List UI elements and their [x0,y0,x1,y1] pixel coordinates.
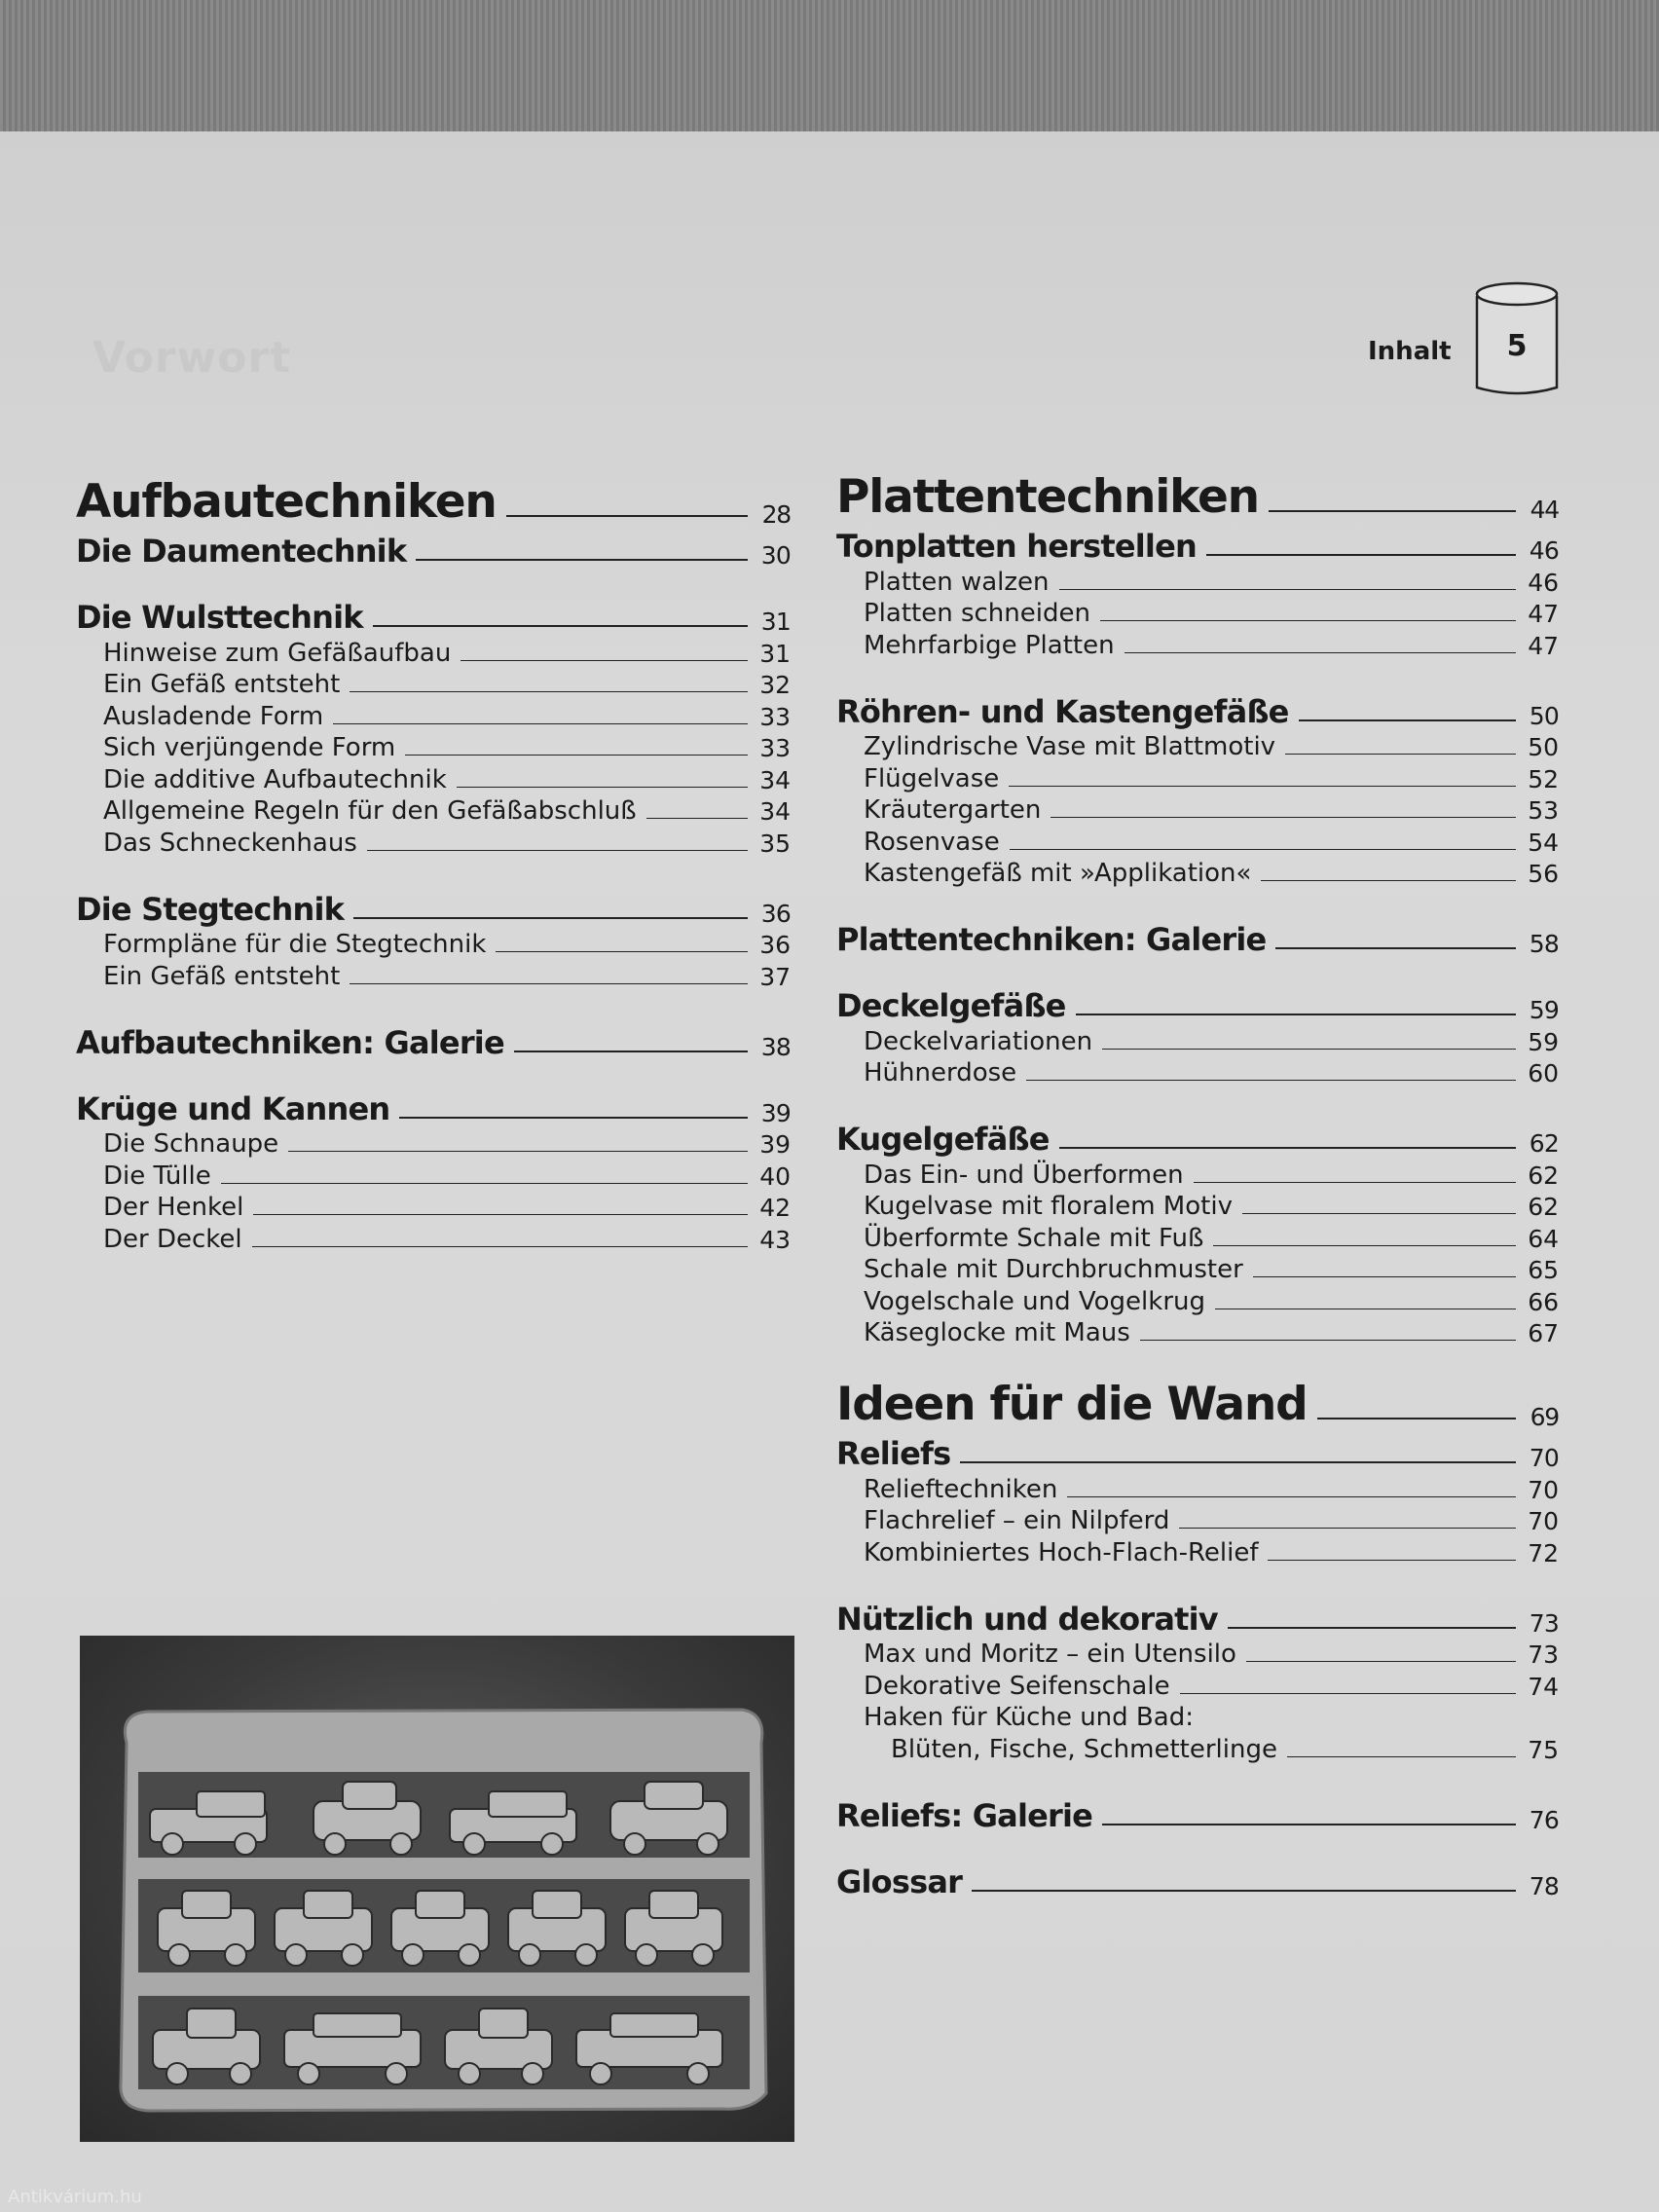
toc-page-number: 53 [1528,796,1559,825]
toc-subsection[interactable] [76,1222,791,1254]
toc-subsection[interactable] [76,826,791,858]
toc-entry-title: Ein Gefäß entsteht [103,961,341,991]
toc-chapter[interactable] [76,470,791,529]
toc-left-column [76,470,791,1254]
toc-section[interactable] [836,917,1559,958]
toc-subsection[interactable] [76,636,791,668]
toc-page-number: 34 [759,765,791,794]
toc-page-number: 35 [759,829,791,858]
toc-section[interactable] [836,1793,1559,1834]
toc-leader-line [367,850,748,851]
toc-entry-title: Mehrfarbige Platten [864,630,1115,660]
toc-leader-line [461,660,748,661]
toc-chapter[interactable] [836,465,1559,524]
toc-page-number: 59 [1529,996,1559,1024]
watermark: Antikvárium.hu [8,2187,142,2207]
toc-leader-line [1213,1245,1516,1246]
toc-spacer [76,858,791,887]
toc-spacer [76,1061,791,1087]
toc-page-number: 46 [1529,536,1559,565]
toc-spacer [836,1764,1559,1793]
toc-leader-line [1026,1080,1516,1081]
toc-leader-line [1010,849,1516,850]
toc-section[interactable] [76,887,791,928]
toc-subsection[interactable] [76,928,791,960]
toc-subsection[interactable] [836,1253,1559,1285]
toc-entry-title: Vogelschale und Vogelkrug [864,1286,1205,1316]
section-label: Inhalt [1368,337,1452,366]
toc-page-number: 73 [1529,1608,1559,1638]
toc-leader-line [1051,817,1516,818]
toc-entry-title: Flügelvase [864,763,1000,793]
toc-page-number: 75 [1528,1735,1559,1764]
toc-leader-line [1242,1213,1516,1214]
toc-leader-line [405,755,748,756]
toc-entry-title: Blüten, Fische, Schmetterlinge [891,1734,1277,1764]
toc-page-number: 58 [1529,930,1559,958]
toc-page-number: 31 [759,639,791,668]
toc-entry-title: Rosenvase [864,827,1000,857]
toc-leader-line [646,818,748,819]
toc-subsection[interactable] [76,1191,791,1223]
toc-leader-line [253,1214,748,1215]
toc-page-number: 70 [1528,1507,1559,1535]
toc-page-number: 39 [759,1130,791,1159]
toc-entry-title: Aufbautechniken: Galerie [76,1023,504,1061]
toc-page-number: 74 [1528,1672,1559,1701]
toc-page-number: 28 [761,500,791,529]
toc-entry-title: Plattentechniken: Galerie [836,921,1267,958]
toc-page-number: 33 [759,734,791,762]
toc-leader-line [221,1183,748,1184]
toc-leader-line [506,515,748,517]
toc-entry-title: Zylindrische Vase mit Blattmotiv [864,732,1276,761]
toc-page-number: 62 [1528,1161,1559,1190]
toc-entry-title: Formpläne für die Stegtechnik [103,930,487,959]
toc-page-number: 31 [760,608,791,636]
toc-entry-title: Tonplatten herstellen [836,528,1197,565]
toc-leader-line [1180,1693,1516,1694]
toc-page-number: 52 [1528,764,1559,793]
toc-page-number: 30 [760,541,791,570]
toc-entry-title: Die Schnaupe [103,1129,279,1159]
toc-subsection[interactable] [76,699,791,731]
toc-entry-title: Glossar [836,1862,963,1900]
toc-leader-line [514,1051,748,1052]
toc-subsection[interactable] [836,761,1559,793]
toc-entry-title: Ideen für die Wand [836,1378,1308,1431]
toc-subsection[interactable] [836,1024,1559,1056]
car-relief-illustration [80,1636,794,2142]
toc-page-number: 50 [1528,733,1559,761]
toc-entry-title: Ausladende Form [103,701,324,731]
toc-leader-line [496,951,748,952]
toc-subsection[interactable] [836,730,1559,762]
toc-entry-title: Der Henkel [103,1193,244,1222]
toc-page-number: 47 [1528,631,1559,660]
toc-leader-line [1140,1340,1516,1341]
toc-subsection[interactable] [76,794,791,827]
toc-leader-line [1253,1276,1516,1277]
toc-subsection[interactable] [836,857,1559,889]
toc-leader-line [353,917,748,919]
toc-page-number: 73 [1528,1641,1559,1669]
toc-leader-line [1102,1049,1516,1050]
toc-subsection[interactable] [836,1284,1559,1316]
toc-spacer [76,991,791,1020]
toc-entry-title: Flachrelief – ein Nilpferd [864,1506,1170,1535]
toc-leader-line [1269,510,1516,512]
toc-page-number: 37 [759,962,791,991]
toc-leader-line [457,787,748,788]
toc-entry-title: Sich verjüngende Form [103,733,396,762]
toc-spacer [836,1834,1559,1860]
toc-page-number: 67 [1528,1319,1559,1347]
toc-entry-title: Reliefs: Galerie [836,1796,1093,1834]
toc-spacer [76,570,791,595]
toc-leader-line [1076,1014,1516,1015]
toc-leader-line [350,983,748,984]
toc-page-number: 36 [760,899,791,928]
toc-entry-title: Die Daumentechnik [76,533,407,570]
toc-subsection[interactable] [836,1316,1559,1348]
toc-entry-title: Dekorative Seifenschale [864,1671,1170,1701]
toc-leader-line [1206,554,1516,556]
toc-entry-title: Platten walzen [864,567,1050,597]
toc-entry-title: Kastengefäß mit »Applikation« [864,859,1252,888]
toc-leader-line [960,1461,1516,1463]
toc-subsection[interactable] [836,1669,1559,1701]
toc-page-number: 70 [1529,1444,1559,1472]
toc-entry-title: Haken für Küche und Bad: [864,1703,1194,1732]
toc-chapter[interactable] [836,1373,1559,1431]
toc-entry-title: Nützlich und dekorativ [836,1600,1218,1638]
toc-page-number: 76 [1529,1805,1559,1834]
toc-section[interactable] [836,1117,1559,1158]
relief-photo [80,1636,794,2142]
toc-leader-line [1287,1756,1516,1757]
toc-subsection[interactable] [836,1472,1559,1504]
toc-entry-title: Kugelvase mit floralem Motiv [864,1192,1233,1221]
toc-section[interactable] [836,1431,1559,1472]
toc-entry-title: Die additive Aufbautechnik [103,764,447,794]
toc-subsection[interactable] [836,1158,1559,1190]
toc-page-number: 50 [1529,701,1559,730]
toc-leader-line [1102,1824,1516,1825]
toc-entry-title: Röhren- und Kastengefäße [836,692,1289,730]
toc-spacer [836,1347,1559,1373]
toc-entry-title: Relieftechniken [864,1474,1058,1504]
toc-entry-title: Das Ein- und Überformen [864,1160,1184,1190]
toc-section[interactable] [76,1020,791,1061]
toc-entry-title: Hühnerdose [864,1058,1017,1088]
toc-subsection[interactable] [76,959,791,991]
toc-leader-line [373,625,748,627]
toc-page-number: 72 [1528,1538,1559,1567]
toc-entry-title: Die Stegtechnik [76,890,345,928]
toc-page-number: 43 [759,1225,791,1254]
toc-page-number: 36 [759,931,791,959]
toc-page-number: 64 [1528,1224,1559,1253]
toc-section[interactable] [836,524,1559,565]
toc-section[interactable] [76,529,791,570]
toc-page-number: 62 [1529,1129,1559,1158]
ghost-heading: Vorwort [92,333,292,383]
toc-entry-title: Aufbautechniken [76,475,497,529]
toc-subsection[interactable] [836,1701,1559,1733]
toc-leader-line [1268,1560,1516,1561]
toc-leader-line [288,1151,748,1152]
toc-entry-title: Schale mit Durchbruchmuster [864,1255,1243,1284]
toc-page-number: 78 [1529,1871,1559,1900]
toc-page-number: 66 [1528,1287,1559,1316]
toc-page-number: 33 [759,702,791,731]
toc-entry-title: Das Schneckenhaus [103,828,357,858]
toc-spacer [836,1088,1559,1117]
toc-entry-title: Käseglocke mit Maus [864,1318,1130,1347]
toc-entry-title: Deckelvariationen [864,1026,1093,1056]
toc-subsection[interactable] [836,1504,1559,1536]
toc-section[interactable] [836,689,1559,730]
toc-subsection[interactable] [76,1127,791,1160]
toc-leader-line [399,1117,748,1119]
toc-section[interactable] [836,1597,1559,1638]
page-number: 5 [1506,329,1528,363]
toc-leader-line [1299,719,1516,721]
toc-leader-line [1100,620,1516,621]
toc-spacer [836,958,1559,983]
toc-page-number: 32 [759,671,791,699]
toc-leader-line [1009,786,1516,787]
toc-entry-title: Hinweise zum Gefäßaufbau [103,638,452,668]
toc-entry-title: Allgemeine Regeln für den Gefäßabschluß [103,796,637,826]
toc-subsection[interactable] [836,1638,1559,1670]
toc-leader-line [252,1246,748,1247]
toc-spacer [836,660,1559,689]
toc-subsection[interactable] [836,1221,1559,1253]
toc-leader-line [972,1890,1516,1892]
toc-page-number: 69 [1530,1403,1559,1431]
toc-subsection[interactable] [76,762,791,794]
toc-page-number: 39 [760,1098,791,1127]
toc-subsection[interactable] [836,793,1559,826]
toc-section[interactable] [76,595,791,636]
toc-entry-title: Plattentechniken [836,470,1259,524]
toc-entry-title: Überformte Schale mit Fuß [864,1223,1204,1253]
toc-leader-line [1317,1418,1516,1419]
toc-subsection[interactable] [836,1056,1559,1088]
toc-entry-title: Max und Moritz – ein Utensilo [864,1640,1236,1669]
toc-leader-line [1179,1528,1516,1529]
toc-leader-line [350,691,748,692]
toc-page-number: 54 [1528,828,1559,857]
toc-page-number: 62 [1528,1193,1559,1221]
toc-entry-title: Die Tülle [103,1161,211,1191]
toc-entry-title: Krüge und Kannen [76,1089,390,1127]
toc-section[interactable] [76,1087,791,1127]
toc-leader-line [1059,1147,1516,1149]
toc-subsection[interactable] [836,1535,1559,1567]
toc-entry-title: Ein Gefäß entsteht [103,670,341,699]
toc-spacer [836,888,1559,917]
toc-subsection[interactable] [836,1732,1559,1764]
toc-page-number: 65 [1528,1256,1559,1284]
toc-leader-line [1275,947,1516,949]
toc-subsection[interactable] [836,825,1559,857]
toc-page-number: 60 [1528,1059,1559,1088]
toc-page-number: 70 [1528,1475,1559,1504]
toc-subsection[interactable] [836,565,1559,597]
toc-entry-title: Platten schneiden [864,599,1090,628]
toc-subsection[interactable] [76,1159,791,1191]
toc-subsection[interactable] [76,668,791,700]
toc-entry-title: Der Deckel [103,1224,242,1254]
toc-page-number: 59 [1528,1027,1559,1056]
background-fabric [0,0,1659,146]
toc-leader-line [1067,1496,1516,1497]
toc-leader-line [1246,1661,1516,1662]
toc-subsection[interactable] [76,731,791,763]
toc-entry-title: Reliefs [836,1435,951,1472]
toc-subsection[interactable] [836,1190,1559,1222]
toc-page-number: 42 [759,1194,791,1222]
toc-leader-line [1261,880,1516,881]
toc-entry-title: Die Wulsttechnik [76,599,363,636]
toc-entry-title: Kugelgefäße [836,1121,1050,1158]
toc-leader-line [333,723,748,724]
toc-entry-title: Kombiniertes Hoch-Flach-Relief [864,1537,1259,1567]
toc-page-number: 56 [1528,860,1559,888]
toc-section[interactable] [836,1860,1559,1900]
toc-leader-line [1124,652,1516,653]
toc-entry-title: Kräutergarten [864,795,1042,825]
toc-leader-line [1059,589,1516,590]
toc-page-number: 38 [760,1032,791,1061]
toc-leader-line [416,559,748,561]
toc-page-number: 47 [1528,600,1559,628]
toc-section[interactable] [836,983,1559,1024]
toc-right-column [836,465,1559,1900]
toc-page-number: 46 [1528,568,1559,597]
toc-leader-line [1228,1627,1516,1629]
toc-leader-line [1194,1182,1516,1183]
toc-subsection[interactable] [836,628,1559,660]
toc-entry-title: Deckelgefäße [836,987,1066,1024]
toc-page-number: 34 [759,797,791,826]
toc-page-number: 44 [1530,496,1559,524]
toc-leader-line [1285,754,1516,755]
toc-spacer [836,1567,1559,1597]
toc-subsection[interactable] [836,597,1559,629]
toc-page-number: 40 [759,1161,791,1191]
